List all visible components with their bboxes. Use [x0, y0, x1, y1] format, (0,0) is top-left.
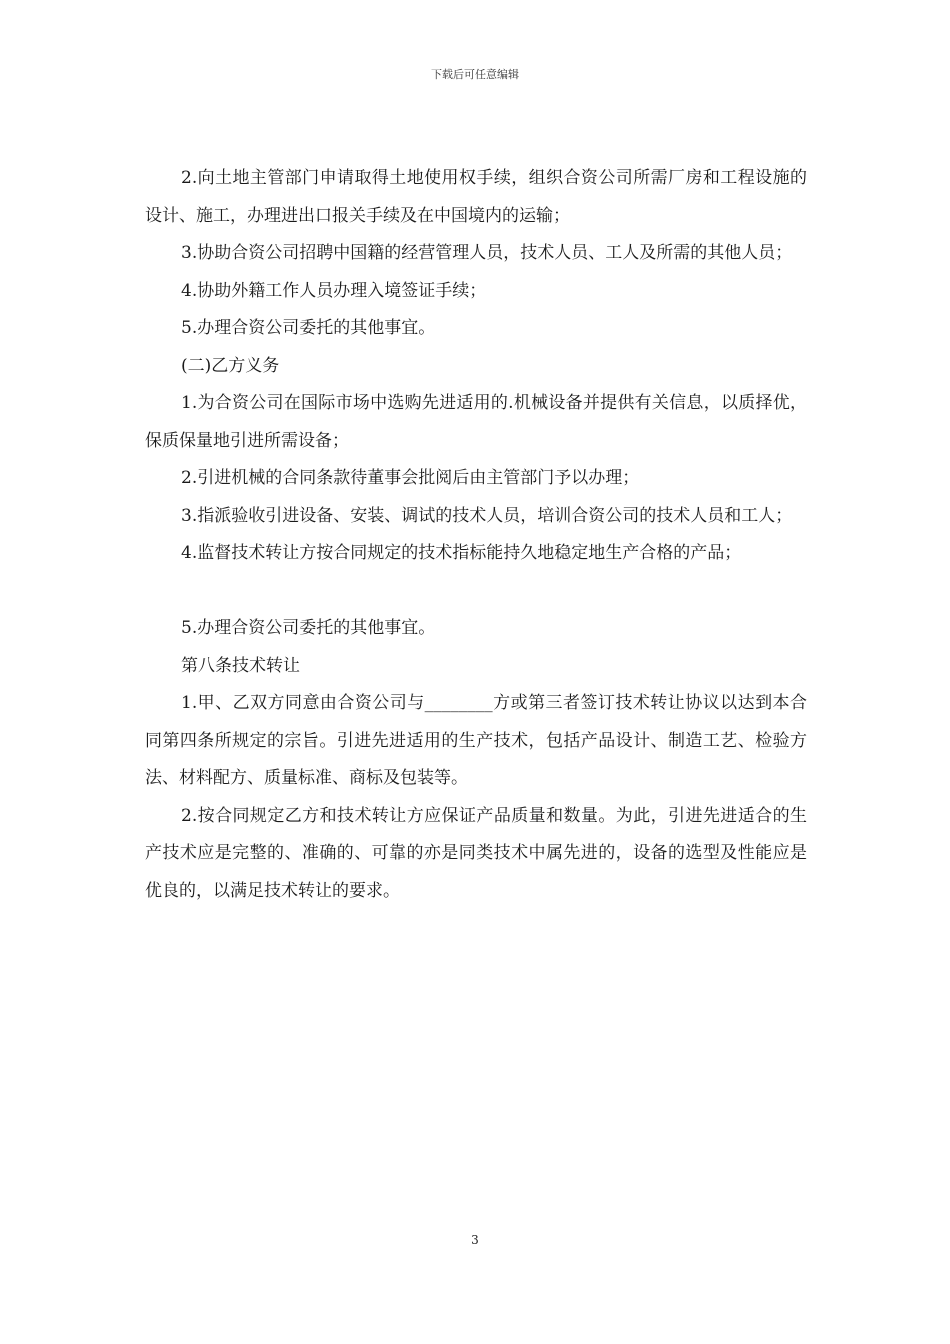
page-number: 3 — [471, 1233, 479, 1247]
paragraph: 4.监督技术转让方按合同规定的技术指标能持久地稳定地生产合格的产品； — [181, 543, 742, 563]
document-body — [145, 160, 807, 910]
section-heading: (二)乙方义务 — [181, 355, 280, 376]
paragraph: 5.办理合资公司委托的其他事宜。 — [181, 618, 436, 638]
paragraph: 2.按合同规定乙方和技术转让方应保证产品质量和数量。为此，引进先进适合的生产技术应是完整的、准确的、可靠的亦是同类技术中属先进的，设备的选型及性能应是优良的，以满足技术转让的要求。 — [145, 805, 807, 901]
paragraph: 5.办理合资公司委托的其他事宜。 — [181, 318, 436, 338]
paragraph: 3.指派验收引进设备、安装、调试的技术人员，培训合资公司的技术人员和工人； — [181, 505, 793, 526]
paragraph: 3.协助合资公司招聘中国籍的经营管理人员，技术人员、工人及所需的其他人员； — [181, 243, 793, 263]
paragraph: 4.协助外籍工作人员办理入境签证手续； — [181, 280, 487, 301]
page-header: 下载后可任意编辑 — [431, 68, 519, 81]
paragraph: 1.为合资公司在国际市场中选购先进适用的.机械设备并提供有关信息，以质择优，保质保量地引进所需设备； — [145, 393, 807, 451]
paragraph: 2.向土地主管部门申请取得土地使用权手续，组织合资公司所需厂房和工程设施的设计、施工，办理进出口报关手续及在中国境内的运输； — [145, 168, 807, 226]
blank-line — [145, 573, 807, 611]
paragraph: 1.甲、乙双方同意由合资公司与________方或第三者签订技术转让协议以达到本合同第四条所规定的宗旨。引进先进适用的生产技术，包括产品设计、制造工艺、检验方法、材料配方、质量标准、商标及包装等。 — [145, 693, 807, 788]
paragraph: 2.引进机械的合同条款待董事会批阅后由主管部门予以办理； — [181, 468, 640, 488]
article-heading: 第八条技术转让 — [181, 655, 300, 676]
